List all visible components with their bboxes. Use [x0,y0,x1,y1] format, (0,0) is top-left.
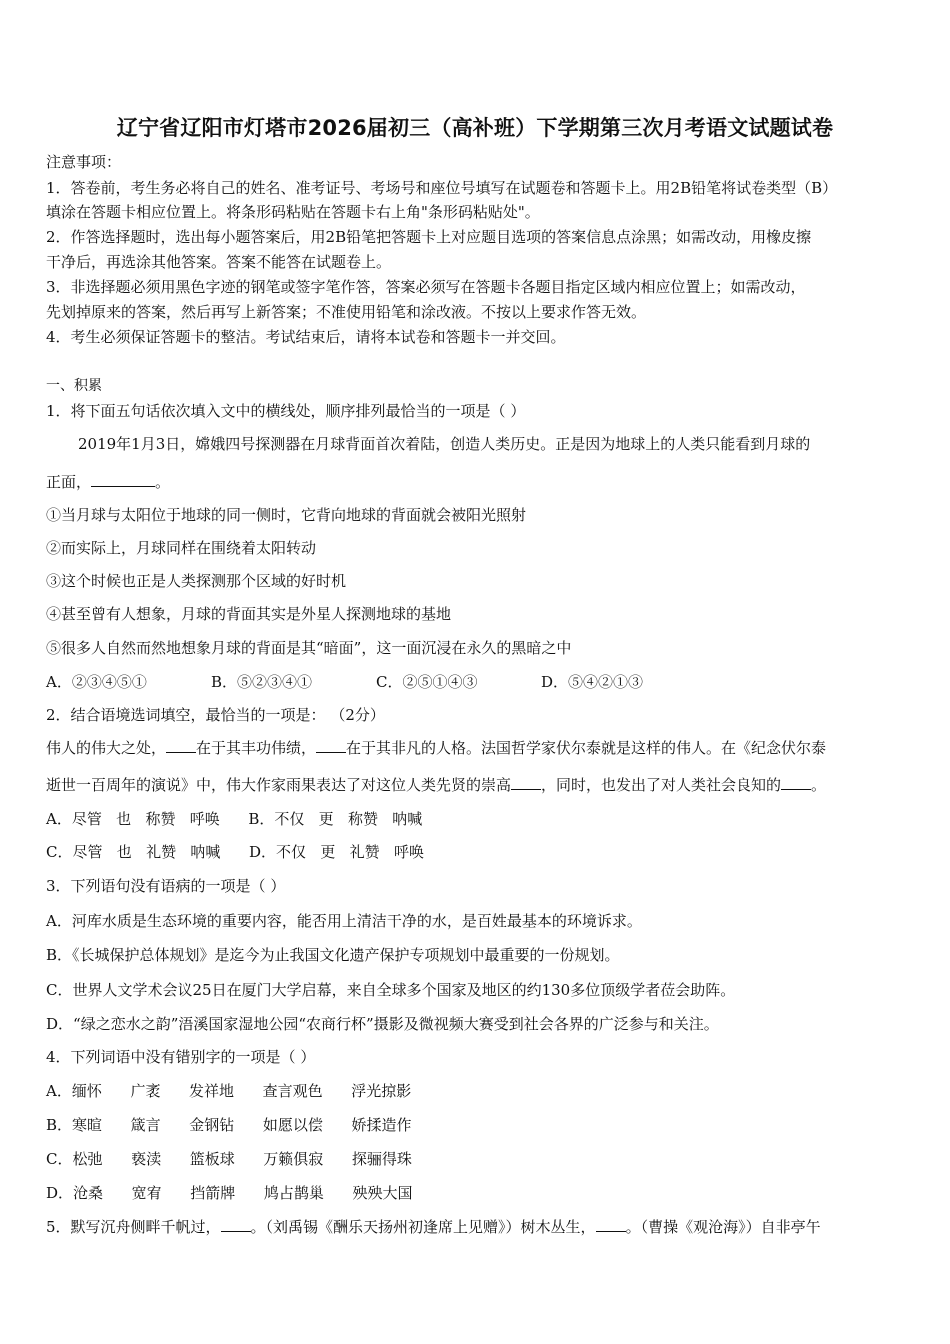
q3-option-a: A．河库水质是生态环境的重要内容，能否用上清洁干净的水，是百姓最基本的环境诉求。 [46,912,642,930]
answer-blank [166,738,196,753]
q4-option-a: A．缅怀 广袤 发祥地 查言观色 浮光掠影 [46,1082,412,1100]
q1-option-c: C．②⑤①④③ [376,673,478,691]
q2-text: 。 [811,776,827,794]
q1-options [46,672,643,692]
q2-options-line1: A．尽管 也 称赞 呼唤 B．不仅 更 称赞 呐喊 [46,810,423,828]
q1-option-d: D．⑤④②①③ [541,673,644,691]
q3-option-d: D．“绿之恋水之韵”浯溪国家湿地公园“农商行杯”摄影及微视频大赛受到社会各界的广泛参与和关注。 [46,1015,719,1033]
notice-heading: 注意事项： [46,153,122,171]
q2-stem: 2．结合语境选词填空，最恰当的一项是： （2分） [46,706,385,724]
q2-text: 在于其非凡的人格。法国哲学家伏尔泰就是这样的伟人。在《纪念伏尔泰 [346,739,827,757]
notice-line: 先划掉原来的答案，然后再写上新答案；不准使用铅笔和涂改液。不按以上要求作答无效。 [46,303,647,321]
answer-blank [781,775,811,790]
q3-option-b: B．《长城保护总体规划》是迄今为止我国文化遗产保护专项规划中最重要的一份规划。 [46,946,620,964]
q1-passage-end: 。 [155,473,171,491]
q2-options-line2: C．尽管 也 礼赞 呐喊 D．不仅 更 礼赞 呼唤 [46,843,424,861]
q5-text: 。（刘禹锡《酬乐天扬州初逢席上见赠》）树木丛生， [250,1218,596,1236]
answer-blank [316,738,346,753]
q1-sentence: ②而实际上，月球同样在围绕着太阳转动 [46,539,317,557]
q1-option-a: A．②③④⑤① [46,673,147,691]
notice-line: 填涂在答题卡相应位置上。将条形码粘贴在答题卡右上角"条形码粘贴处"。 [46,203,540,221]
q1-sentence: ①当月球与太阳位于地球的同一侧时，它背向地球的背面就会被阳光照射 [46,506,527,524]
q4-option-b: B．寒暄 箴言 金钢钻 如愿以偿 娇揉造作 [46,1116,412,1134]
q1-stem: 1．将下面五句话依次填入文中的横线处，顺序排列最恰当的一项是（ ） [46,402,526,420]
q5-text: 5．默写沉舟侧畔千帆过， [46,1218,221,1236]
q3-stem: 3．下列语句没有语病的一项是（ ） [46,877,286,895]
answer-blank [596,1217,626,1232]
q5-line [46,1217,821,1237]
q4-option-d: D．沧桑 宽宥 挡箭牌 鸠占鹊巢 殃殃大国 [46,1184,413,1202]
q1-sentence: ⑤很多人自然而然地想象月球的背面是其“暗面”，这一面沉浸在永久的黑暗之中 [46,639,572,657]
q1-sentence: ③这个时候也正是人类探测那个区域的好时机 [46,572,347,590]
q1-passage-cont [46,472,170,492]
exam-title: 辽宁省辽阳市灯塔市2026届初三（高补班）下学期第三次月考语文试题试卷 [116,116,834,140]
q3-option-c: C．世界人文学术会议25日在厦门大学启幕，来自全球多个国家及地区的约130多位顶级学者莅会助阵。 [46,981,736,999]
q1-sentence: ④甚至曾有人想象，月球的背面其实是外星人探测地球的基地 [46,605,452,623]
q2-text: ，同时，也发出了对人类社会良知的 [541,776,782,794]
q5-text: 。（曹操《观沧海》）自非亭午 [625,1218,821,1236]
section-heading: 一、积累 [46,378,102,394]
q2-text: 逝世一百周年的演说》中，伟大作家雨果表达了对这位人类先贤的崇高 [46,776,512,794]
q2-text: 伟人的伟大之处， [46,739,167,757]
answer-blank [91,472,155,487]
q4-option-c: C．松弛 亵渎 篮板球 万籁俱寂 探骊得珠 [46,1150,412,1168]
notice-line: 干净后，再选涂其他答案。答案不能答在试题卷上。 [46,253,392,271]
q4-stem: 4．下列词语中没有错别字的一项是（ ） [46,1048,316,1066]
notice-line: 4．考生必须保证答题卡的整洁。考试结束后，请将本试卷和答题卡一并交回。 [46,328,566,346]
notice-line: 1．答卷前，考生务必将自己的姓名、准考证号、考场号和座位号填写在试题卷和答题卡上。用2B铅笔将试卷类型（B） [46,179,838,197]
answer-blank [221,1217,251,1232]
notice-line: 2．作答选择题时，选出每小题答案后，用2B铅笔把答题卡上对应题目选项的答案信息点涂黑；如需改动，用橡皮擦 [46,228,812,246]
q2-text: 在于其丰功伟绩， [196,739,317,757]
notice-line: 3．非选择题必须用黑色字迹的钢笔或签字笔作答，答案必须写在答题卡各题目指定区域内相应位置上；如需改动， [46,278,806,296]
q2-passage-line1 [46,738,826,758]
q1-passage: 2019年1月3日，嫦娥四号探测器在月球背面首次着陆，创造人类历史。正是因为地球上的人类只能看到月球的 [78,435,811,453]
answer-blank [511,775,541,790]
q1-passage-text: 正面， [46,473,92,491]
q2-passage-line2 [46,775,826,795]
q1-option-b: B．⑤②③④① [211,673,313,691]
